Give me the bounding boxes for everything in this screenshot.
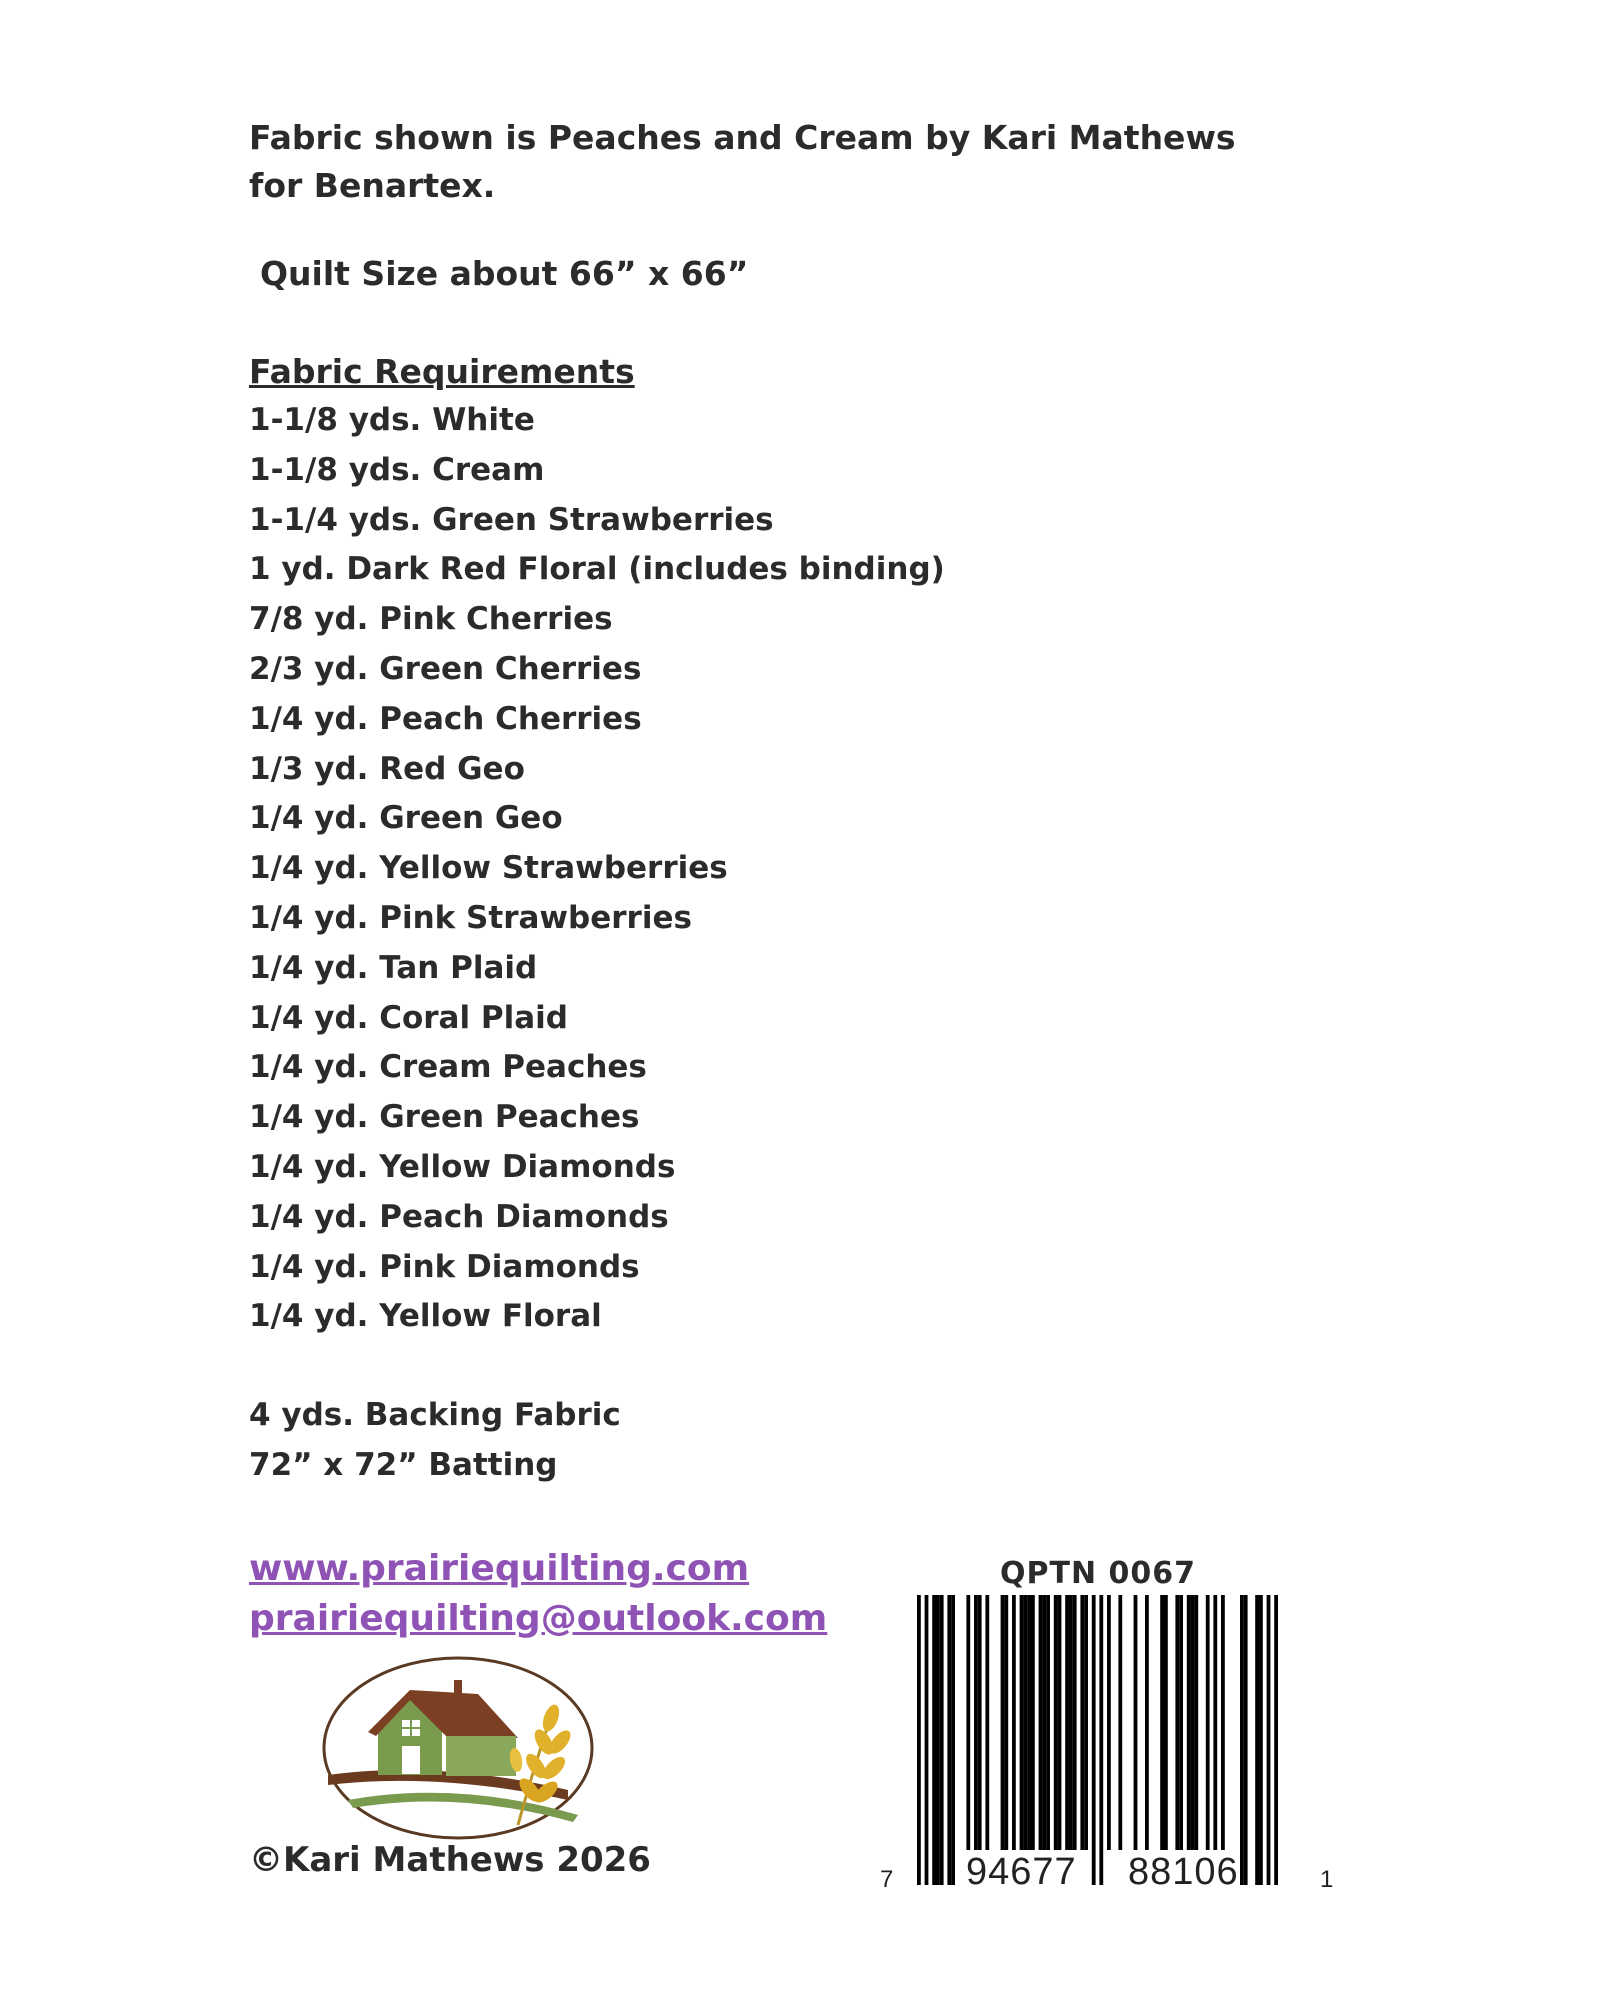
barcode-bar <box>1058 1595 1062 1850</box>
barcode-bar <box>1191 1595 1195 1850</box>
requirement-item: 1-1/4 yds. Green Strawberries <box>249 501 774 538</box>
barcode-bar <box>936 1595 940 1885</box>
email-link[interactable]: prairiequilting@outlook.com <box>249 1598 828 1639</box>
requirement-item: 1/4 yd. Yellow Strawberries <box>249 850 728 887</box>
barcode-bar <box>1213 1595 1217 1850</box>
barcode-bar <box>947 1595 951 1885</box>
requirement-item: 1-1/8 yds. Cream <box>249 451 545 488</box>
requirement-item: 1/4 yd. Peach Diamonds <box>249 1198 669 1235</box>
barcode-bar <box>917 1595 921 1885</box>
barcode-bar <box>985 1595 989 1850</box>
barcode-bar <box>1084 1595 1088 1850</box>
requirement-item: 7/8 yd. Pink Cherries <box>249 601 613 638</box>
barcode-bar <box>1267 1595 1271 1885</box>
requirements-list <box>249 396 945 1342</box>
barcode-bar <box>1073 1595 1077 1850</box>
barcode-bar <box>932 1595 936 1885</box>
barcode-bar <box>1027 1595 1031 1850</box>
barcode-bar <box>1004 1595 1008 1850</box>
barcode-bar <box>1134 1595 1138 1850</box>
requirement-item: 1 yd. Dark Red Floral (includes binding) <box>249 551 945 588</box>
barcode-bar <box>1244 1595 1248 1885</box>
barcode-bar <box>1179 1595 1183 1850</box>
requirement-item: 1-1/8 yds. White <box>249 402 535 438</box>
intro-line-1: Fabric shown is Peaches and Cream by Kari Mathews <box>249 118 1236 157</box>
barcode-bar <box>940 1595 944 1885</box>
requirement-item: 1/4 yd. Yellow Diamonds <box>249 1148 676 1185</box>
barcode-bar <box>1160 1595 1164 1850</box>
prairie-quilting-logo <box>318 1650 618 1850</box>
barcode-bar <box>1092 1595 1096 1885</box>
barcode-bar <box>1221 1595 1225 1850</box>
barcode-bar <box>1039 1595 1043 1850</box>
barcode-bar <box>974 1595 978 1850</box>
barcode-bar <box>1031 1595 1035 1850</box>
barcode-bar <box>1259 1595 1263 1885</box>
barcode-last-digit: 1 <box>1320 1866 1334 1893</box>
barcode-bar <box>1255 1595 1259 1885</box>
barcode-group-2: 88106 <box>1128 1851 1239 1893</box>
barcode-bar <box>1001 1595 1005 1850</box>
barcode-bar <box>1164 1595 1168 1850</box>
intro-text <box>249 114 1249 210</box>
requirement-item: 1/4 yd. Pink Diamonds <box>249 1248 640 1285</box>
barcode-first-digit: 7 <box>880 1866 894 1893</box>
barcode-bar <box>1042 1595 1046 1850</box>
barcode-bar <box>1118 1595 1122 1850</box>
barcode-bar <box>1187 1595 1191 1850</box>
barcode-bar <box>1080 1595 1084 1850</box>
product-code: QPTN 0067 <box>1000 1556 1197 1591</box>
barcode-bar <box>1240 1595 1244 1885</box>
requirement-item: 1/4 yd. Green Geo <box>249 800 563 837</box>
website-link[interactable]: www.prairiequilting.com <box>249 1548 750 1589</box>
requirement-item: 1/4 yd. Green Peaches <box>249 1099 640 1136</box>
barcode-group-1: 94677 <box>966 1851 1077 1893</box>
requirement-item: 2/3 yd. Green Cherries <box>249 650 642 687</box>
barcode-bar <box>1206 1595 1210 1850</box>
barcode-bar <box>1054 1595 1058 1850</box>
barcode-bar <box>1099 1595 1103 1885</box>
barcode-bar <box>1145 1595 1149 1850</box>
barcode-bar <box>1274 1595 1278 1885</box>
barcode-bar <box>925 1595 929 1885</box>
intro-line-2: for Benartex. <box>249 166 496 205</box>
barcode-bar <box>1020 1595 1024 1850</box>
backing-fabric: 4 yds. Backing Fabric <box>249 1397 621 1433</box>
barcode-bar <box>966 1595 970 1850</box>
barcode-bar <box>1069 1595 1073 1850</box>
extras-list <box>249 1390 621 1490</box>
barcode-bar <box>1107 1595 1111 1850</box>
barcode-bar <box>1023 1595 1027 1850</box>
barcode-bar <box>978 1595 982 1850</box>
requirement-item: 1/4 yd. Peach Cherries <box>249 700 642 737</box>
barcode-bar <box>1194 1595 1198 1850</box>
barcode-bar <box>1046 1595 1050 1850</box>
requirement-item: 1/4 yd. Yellow Floral <box>249 1298 602 1335</box>
requirement-item: 1/4 yd. Cream Peaches <box>249 1049 647 1086</box>
barcode <box>870 1595 1340 1895</box>
requirement-item: 1/4 yd. Coral Plaid <box>249 999 568 1036</box>
requirement-item: 1/4 yd. Pink Strawberries <box>249 899 692 936</box>
barcode-bar <box>1012 1595 1016 1850</box>
barcode-bar <box>1175 1595 1179 1850</box>
batting: 72” x 72” Batting <box>249 1447 558 1483</box>
quilt-size: Quilt Size about 66” x 66” <box>260 254 749 293</box>
requirements-heading: Fabric Requirements <box>249 352 635 391</box>
copyright: ©Kari Mathews 2026 <box>249 1840 651 1880</box>
requirement-item: 1/4 yd. Tan Plaid <box>249 949 538 986</box>
barcode-bar <box>951 1595 955 1885</box>
requirement-item: 1/3 yd. Red Geo <box>249 750 525 787</box>
barcode-bar <box>1065 1595 1069 1850</box>
